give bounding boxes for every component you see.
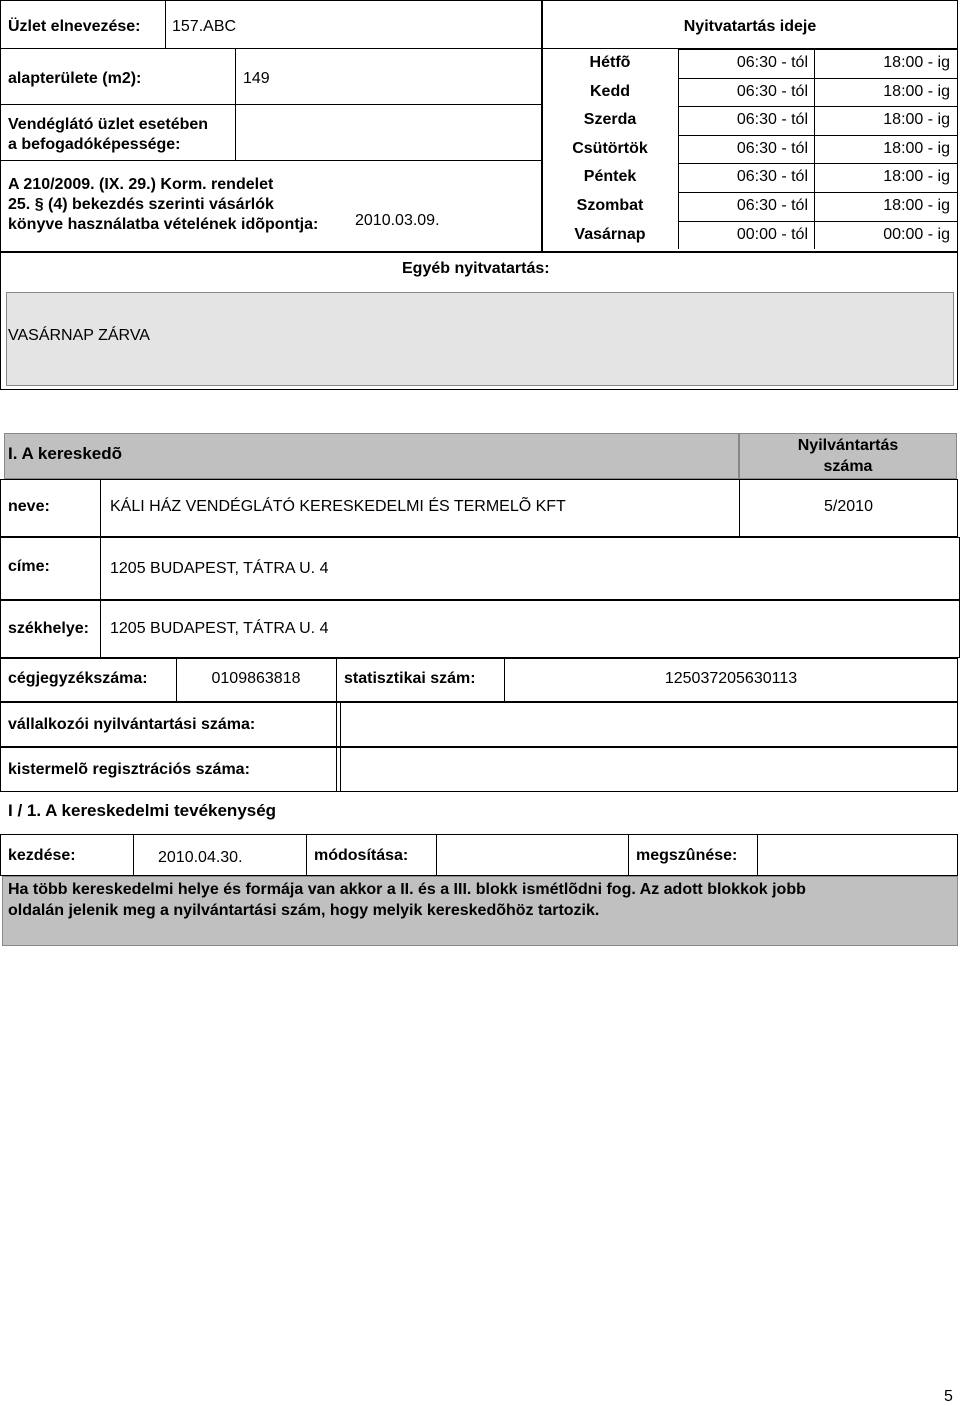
activity-dates-row bbox=[0, 834, 958, 876]
stat-number-label: statisztikai szám: bbox=[344, 670, 476, 687]
weekday-label: Szerda bbox=[583, 111, 637, 129]
open-from: 06:30 - tól bbox=[736, 111, 808, 129]
decree-label-line2: 25. § (4) bekezdés szerinti vásárlók bbox=[8, 196, 274, 213]
registration-header-line2: száma bbox=[823, 458, 873, 475]
store-area-value: 149 bbox=[243, 70, 270, 87]
capacity-label-line2: a befogadóképessége: bbox=[8, 136, 181, 153]
merchant-seat-label: székhelye: bbox=[8, 620, 89, 637]
activity-end-label: megszûnése: bbox=[636, 847, 738, 864]
other-hours-value: VASÁRNAP ZÁRVA bbox=[8, 327, 150, 344]
open-from: 00:00 - tól bbox=[736, 225, 808, 243]
weekday-label: Vasárnap bbox=[574, 225, 646, 243]
repeat-note-text: Ha több kereskedelmi helye és formája van akkor a II. és a III. blokk ismétlõdni fog. Az adott blokkok jobb oldalán jelenik meg a nyilvántartási szám, hogy melyik kereskedõhöz tartozik. bbox=[8, 881, 806, 919]
weekday-label: Hétfõ bbox=[589, 54, 631, 71]
activity-start-label: kezdése: bbox=[8, 847, 76, 864]
opening-hours-title: Nyitvatartás ideje bbox=[683, 18, 817, 35]
opening-hours-row bbox=[542, 221, 958, 250]
opening-hours-row bbox=[542, 49, 958, 78]
open-to: 18:00 - ig bbox=[883, 168, 950, 186]
opening-hours-row bbox=[542, 135, 958, 164]
open-from: 06:30 - tól bbox=[736, 139, 808, 157]
decree-date-value: 2010.03.09. bbox=[355, 212, 440, 229]
merchant-address-label: címe: bbox=[8, 558, 50, 575]
weekday-label: Csütörtök bbox=[572, 139, 648, 157]
company-reg-label: cégjegyzékszáma: bbox=[8, 670, 148, 687]
producer-label: kistermelõ regisztrációs száma: bbox=[8, 761, 250, 778]
activity-modify-label: módosítása: bbox=[314, 847, 409, 864]
open-to: 18:00 - ig bbox=[883, 54, 950, 71]
company-reg-value: 0109863818 bbox=[211, 670, 301, 687]
merchant-name-label: neve: bbox=[8, 498, 50, 515]
stat-number-value: 125037205630113 bbox=[664, 670, 798, 687]
merchant-name-value: KÁLI HÁZ VENDÉGLÁTÓ KERESKEDELMI ÉS TERMELÕ KFT bbox=[110, 498, 566, 515]
opening-hours-row bbox=[542, 78, 958, 107]
open-to: 18:00 - ig bbox=[883, 111, 950, 129]
store-name-value: 157.ABC bbox=[172, 18, 237, 35]
open-to: 18:00 - ig bbox=[883, 197, 950, 214]
opening-hours-row bbox=[542, 106, 958, 135]
open-from: 06:30 - tól bbox=[736, 168, 808, 186]
open-to: 18:00 - ig bbox=[883, 82, 950, 100]
store-name-label: Üzlet elnevezése: bbox=[8, 18, 141, 35]
registration-header-line1: Nyilvántartás bbox=[797, 437, 899, 454]
store-area-label: alapterülete (m2): bbox=[8, 70, 142, 87]
open-from: 06:30 - tól bbox=[736, 82, 808, 100]
merchant-section-title: I. A kereskedõ bbox=[8, 444, 123, 463]
merchant-seat-value: 1205 BUDAPEST, TÁTRA U. 4 bbox=[110, 620, 329, 637]
decree-label-line3: könyve használatba vételének idõpontja: bbox=[8, 216, 319, 233]
other-hours-label: Egyéb nyitvatartás: bbox=[402, 260, 550, 277]
entrepreneur-label: vállalkozói nyilvántartási száma: bbox=[8, 716, 256, 733]
weekday-label: Szombat bbox=[576, 197, 644, 214]
activity-section-title: I / 1. A kereskedelmi tevékenység bbox=[8, 801, 277, 820]
weekday-label: Kedd bbox=[590, 82, 630, 100]
capacity-label-line1: Vendéglátó üzlet esetében bbox=[8, 116, 209, 133]
page-number: 5 bbox=[944, 1388, 953, 1405]
merchant-address-value: 1205 BUDAPEST, TÁTRA U. 4 bbox=[110, 560, 329, 577]
activity-start-value: 2010.04.30. bbox=[158, 849, 243, 866]
open-from: 06:30 - tól bbox=[736, 197, 808, 214]
opening-hours-row bbox=[542, 163, 958, 192]
weekday-label: Péntek bbox=[583, 168, 637, 186]
open-to: 00:00 - ig bbox=[883, 225, 950, 243]
opening-hours-row bbox=[542, 192, 958, 221]
decree-label-line1: A 210/2009. (IX. 29.) Korm. rendelet bbox=[8, 176, 274, 193]
open-to: 18:00 - ig bbox=[883, 139, 950, 157]
open-from: 06:30 - tól bbox=[736, 54, 808, 71]
registration-number: 5/2010 bbox=[824, 498, 873, 515]
